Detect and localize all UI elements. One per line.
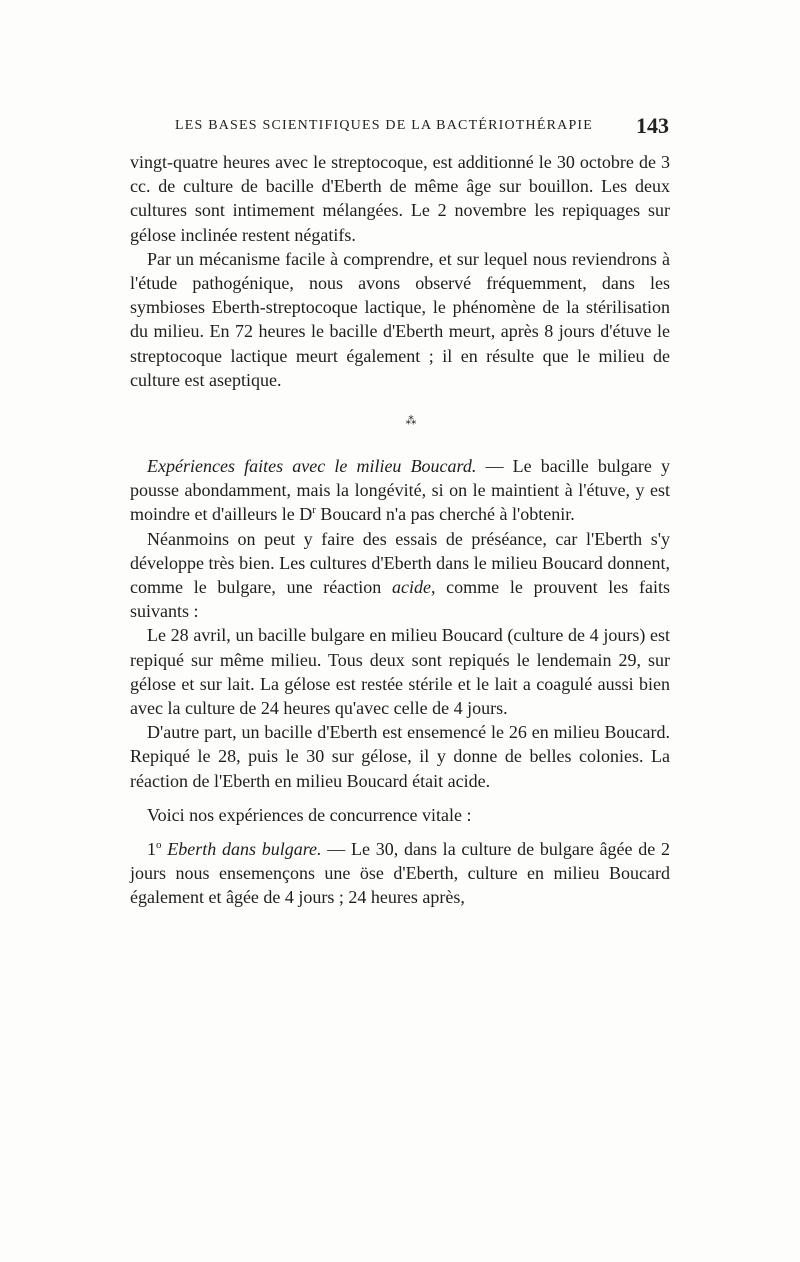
page-number: 143 xyxy=(636,113,669,138)
paragraph-1: vingt-quatre heures avec le streptocoque, est additionné le 30 octobre de 3 cc. de culture de bacille d'Eberth de même âge sur bouillon. Les deux cultures sont intimement mélangées. Le 2 novembre les repiquages sur gélose inclinée restent négatifs. xyxy=(130,152,670,245)
paragraph-4: Néanmoins on peut y faire des essais de préséance, car l'Eberth s'y développe très bien. Les cultures d'Eberth dans le milieu Boucard donnent, comme le bulgare, une réaction acide, comme le prouvent les faits suivants : xyxy=(130,528,670,622)
paragraph-7: Voici nos expériences de concurrence vitale : xyxy=(147,804,472,825)
running-head xyxy=(175,113,669,138)
body-text xyxy=(130,150,670,910)
section-separator-asterism xyxy=(130,416,670,426)
paragraph-2: Par un mécanisme facile à comprendre, et sur lequel nous reviendrons à l'étude pathogénique, nous avons observé fréquemment, dans les symbioses Eberth-streptocoque lactique, le phénomène de la stérilisation du milieu. En 72 heures le bacille d'Eberth meurt, après 8 jours d'étuve le streptocoque lactique meurt également ; il en résulte que le milieu de culture est aseptique. xyxy=(130,248,670,390)
paragraph-5: Le 28 avril, un bacille bulgare en milieu Boucard (culture de 4 jours) est repiqué sur même milieu. Tous deux sont repiqués le lendemain 29, sur gélose et sur lait. La gélose est restée stérile et le lait a coagulé aussi bien avec la culture de 24 heures qu'avec celle de 4 jours. xyxy=(130,625,670,719)
asterism-glyph: ⁂ xyxy=(405,415,417,428)
paragraph-6: D'autre part, un bacille d'Eberth est ensemencé le 26 en milieu Boucard. Repiqué le 28, puis le 30 sur gélose, il y donne de belles colonies. La réaction de l'Eberth en milieu Boucard était acide. xyxy=(130,722,670,791)
paragraph-3: Expériences faites avec le milieu Boucard. — Le bacille bulgare y pousse abondamment, mais la longévité, si on le maintient à l'étuve, y est moindre et d'ailleurs le $D^r$ Boucard n'a pas cherché à l'obtenir. xyxy=(130,456,670,525)
paragraph-8: 1$^o$ Eberth dans bulgare. — Le 30, dans la culture de bulgare âgée de 2 jours nous ensemençons une öse d'Eberth, culture en milieu Boucard également et âgée de 4 jours ; 24 heures après, xyxy=(130,839,670,908)
running-head-title: LES BASES SCIENTIFIQUES DE LA BACTÉRIOTHÉRAPIE xyxy=(175,118,594,133)
experiment-heading-eberth-bulgare: Eberth dans bulgare. xyxy=(161,839,322,860)
section-heading-boucard: Expériences faites avec le milieu Boucard. xyxy=(147,456,477,477)
